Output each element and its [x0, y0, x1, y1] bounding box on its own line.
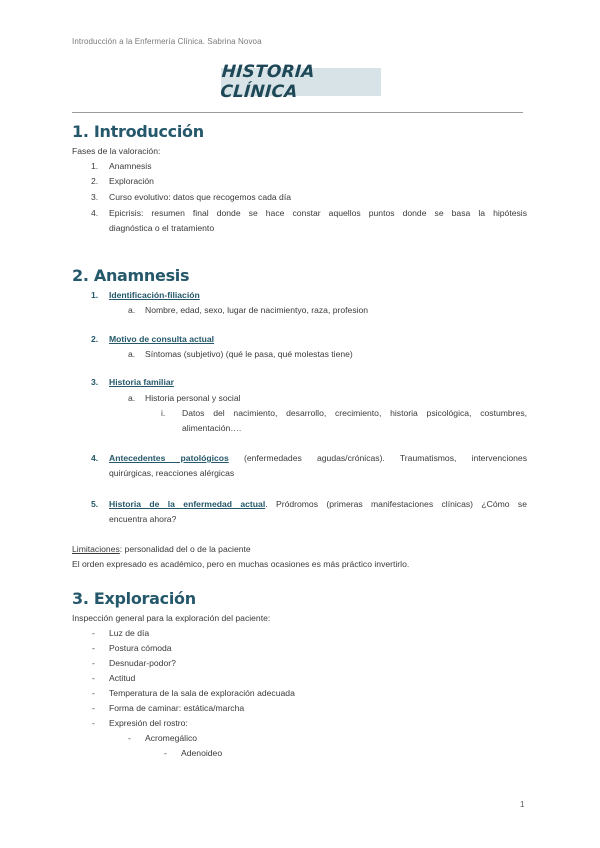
list-item-line: alimentación…. [182, 423, 242, 433]
section-heading-introduccion: 1. Introducción [72, 122, 204, 141]
section3-intro: Inspección general para la exploración del paciente: [72, 613, 271, 623]
title-highlight [219, 62, 381, 102]
section-heading-exploracion: 3. Exploración [72, 589, 196, 608]
sub-sub-bullet-item: Adenoideo [181, 748, 223, 758]
subsection-title: Motivo de consulta actual [109, 334, 215, 344]
bullet-dash: - [92, 688, 95, 698]
page-number: 1 [520, 800, 525, 809]
list-item-line: quirúrgicas, reacciones alérgicas [109, 468, 235, 478]
bullet-item: Luz de día [109, 628, 150, 638]
list-item: Curso evolutivo: datos que recogemos cada día [109, 192, 292, 202]
bullet-dash: - [92, 703, 95, 713]
bullet-item: Desnudar-podor? [109, 658, 176, 668]
bullet-dash: - [128, 733, 131, 743]
subsection-title: Historia de la enfermedad actual [109, 499, 266, 509]
bullet-dash: - [92, 658, 95, 668]
order-note: El orden expresado es académico, pero en muchas ocasiones es más práctico invertirlo. [72, 559, 410, 569]
running-header: Introducción a la Enfermería Clínica. Sabrina Novoa [72, 37, 262, 46]
list-roman: i. [161, 408, 166, 418]
bullet-dash: - [92, 628, 95, 638]
bullet-dash: - [92, 643, 95, 653]
title-divider [72, 112, 523, 113]
list-item: Exploración [109, 176, 154, 186]
list-letter: a. [128, 349, 136, 359]
list-number: 4. [91, 453, 99, 463]
list-item: Síntomas (subjetivo) (qué le pasa, qué molestas tiene) [145, 349, 353, 359]
list-letter: a. [128, 305, 136, 315]
list-item-line [109, 497, 527, 512]
bullet-dash: - [92, 718, 95, 728]
list-number: 1. [91, 161, 99, 171]
list-item-text: (enfermedades agudas/crónicas). Traumatismos, intervenciones [228, 453, 527, 463]
section1-intro: Fases de la valoración: [72, 146, 161, 156]
limitations-line [72, 542, 251, 557]
bullet-item: Actitud [109, 673, 136, 683]
bullet-item: Forma de caminar: estática/marcha [109, 703, 245, 713]
list-item: Historia personal y social [145, 393, 241, 403]
list-number: 3. [91, 192, 99, 202]
limitations-text: : personalidad del o de la paciente [119, 544, 251, 554]
list-item-line [109, 451, 527, 466]
list-item-line: Datos del nacimiento, desarrollo, crecimiento, historia psicológica, costumbres, [182, 408, 527, 418]
list-item-line: Epicrisis: resumen final donde se hace constar aquellos puntos donde se basa la hipótesis [109, 208, 527, 218]
list-number: 2. [91, 334, 99, 344]
list-item: Nombre, edad, sexo, lugar de nacimientyo, raza, profesion [145, 305, 369, 315]
list-number: 2. [91, 176, 99, 186]
subsection-title: Identificación-filiación [109, 290, 200, 300]
subsection-title: Antecedentes patológicos [109, 453, 229, 463]
bullet-item: Expresión del rostro: [109, 718, 188, 728]
bullet-item: Temperatura de la sala de exploración adecuada [109, 688, 295, 698]
bullet-dash: - [164, 748, 167, 758]
subsection-title: Historia familiar [109, 377, 174, 387]
bullet-item: Postura cómoda [109, 643, 172, 653]
page-title: HISTORIA CLÍNICA [219, 62, 316, 102]
limitations-label: Limitaciones [72, 544, 120, 554]
sub-bullet-item: Acromegálico [145, 733, 198, 743]
list-item-text: . Pródromos (primeras manifestaciones clínicas) ¿Cómo se [265, 499, 527, 509]
list-number: 3. [91, 377, 99, 387]
list-number: 5. [91, 499, 99, 509]
bullet-dash: - [92, 673, 95, 683]
list-item-line: diagnóstica o el tratamiento [109, 223, 215, 233]
list-letter: a. [128, 393, 136, 403]
list-number: 4. [91, 208, 99, 218]
list-number: 1. [91, 290, 99, 300]
list-item: Anamnesis [109, 161, 152, 171]
list-item-line: encuentra ahora? [109, 514, 177, 524]
section-heading-anamnesis: 2. Anamnesis [72, 266, 190, 285]
